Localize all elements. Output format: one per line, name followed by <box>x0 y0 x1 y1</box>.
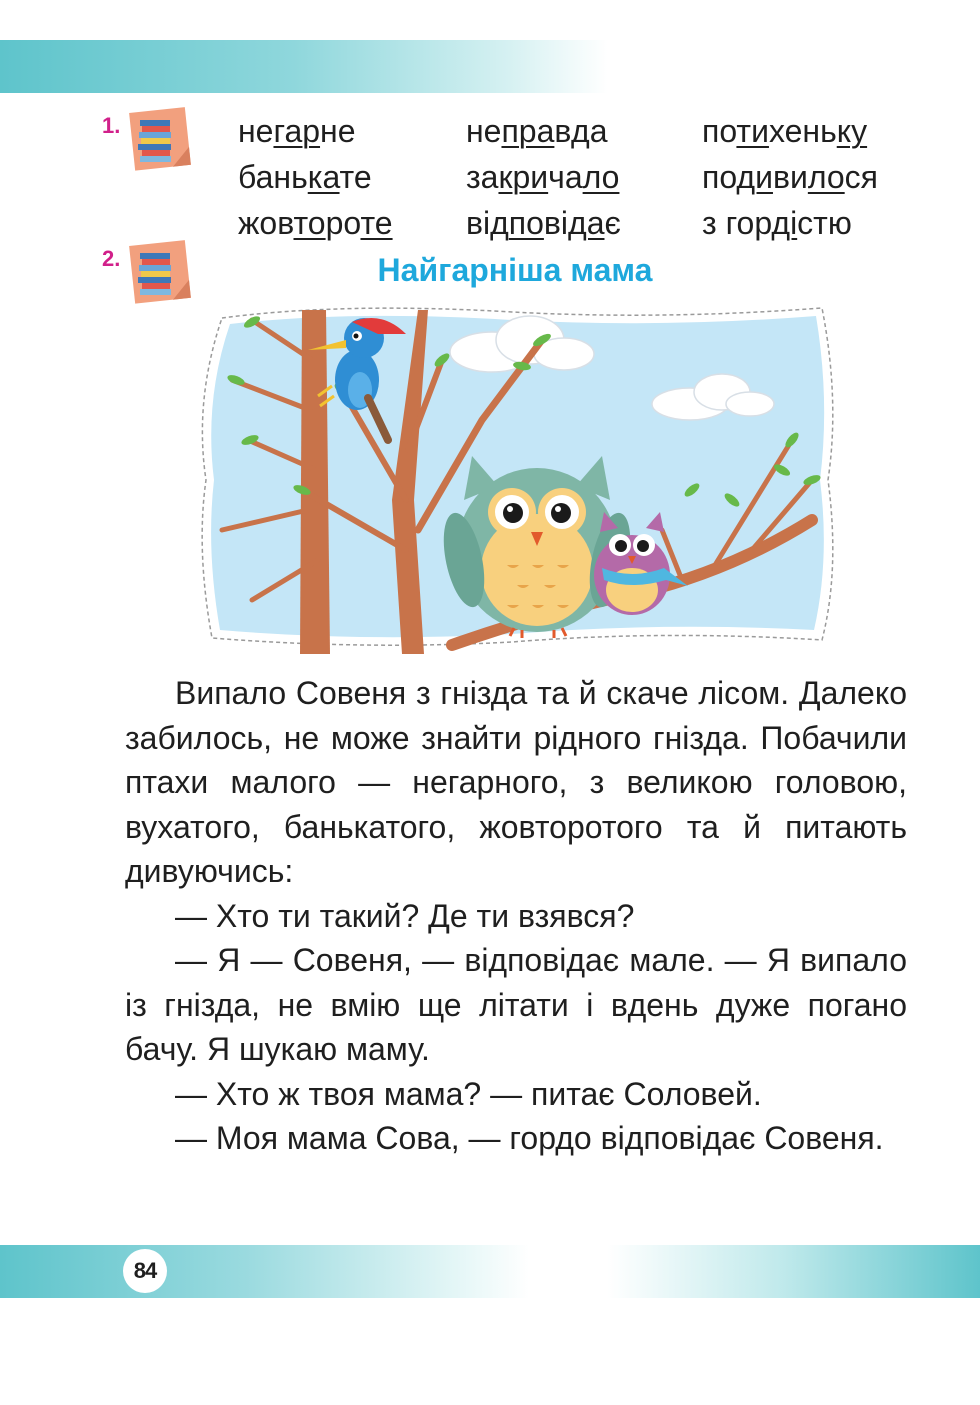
syllable: не <box>466 113 502 149</box>
syllable: не <box>238 113 274 149</box>
story-title: Найгарніша мама <box>377 252 653 288</box>
story-text <box>125 671 907 1161</box>
syllable: від <box>466 205 509 241</box>
exercise-word <box>702 154 878 200</box>
syllable: ро <box>325 205 361 241</box>
exercise-word <box>702 108 867 154</box>
syllable: по <box>702 159 737 195</box>
underlined-syllable: ді <box>771 205 798 241</box>
task-number-1: 1. <box>102 113 121 138</box>
underlined-syllable: пра <box>501 113 555 149</box>
syllable: вда <box>554 113 608 149</box>
underlined-syllable: гар <box>273 113 321 149</box>
syllable: стю <box>797 205 852 241</box>
syllable: бань <box>238 159 308 195</box>
story-paragraph: Випало Совеня з гнізда та й скаче лісом. Далеко забилось, не може знайти рідного гнізда. Побачили птахи малого — негарного, з великою головою, вухатого, банькатого, жовторотого та й питають дивуючись: <box>125 675 907 889</box>
story-paragraph: — Моя мама Сова, — гордо відповідає Совеня. <box>175 1120 884 1156</box>
top-header-band <box>0 40 980 93</box>
story-paragraph: — Хто ти такий? Де ти взявся? <box>175 897 635 934</box>
underlined-syllable: по <box>508 205 544 241</box>
owls-on-branch-illustration <box>192 300 836 655</box>
syllable: є <box>604 205 621 241</box>
syllable: ві <box>543 205 569 241</box>
syllable: не <box>320 113 356 149</box>
page-number: 84 <box>123 1249 167 1293</box>
underlined-syllable: ти <box>736 113 769 149</box>
syllable: ся <box>844 159 878 195</box>
underlined-syllable: ка <box>307 159 340 195</box>
syllable: жов <box>238 205 294 241</box>
exercise-word <box>466 200 621 246</box>
syllable: по <box>702 113 737 149</box>
underlined-syllable: то <box>293 205 326 241</box>
story-paragraph: — Хто ж твоя мама? — питає Соловей. <box>175 1075 762 1112</box>
syllable: ви <box>772 159 808 195</box>
underlined-syllable: ди <box>736 159 773 195</box>
underlined-syllable: ку <box>836 113 868 149</box>
exercise-word <box>466 154 619 200</box>
underlined-syllable: да <box>568 205 605 241</box>
underlined-syllable: ло <box>807 159 845 195</box>
underlined-syllable: кри <box>498 159 549 195</box>
story-paragraph: — Я — Совеня, — відповідає мале. — Я випало із гнізда, не вмію ще літати і вдень дуже погано бачу. Я шукаю маму. <box>125 942 907 1067</box>
books-sticky-note-icon <box>126 104 192 174</box>
syllable: з гор <box>702 205 772 241</box>
underlined-syllable: ло <box>582 159 620 195</box>
task-number-2: 2. <box>102 246 121 271</box>
exercise-word <box>238 108 356 154</box>
underlined-syllable: те <box>360 205 393 241</box>
syllable: ча <box>548 159 583 195</box>
exercise-word <box>702 200 852 246</box>
syllable: те <box>339 159 372 195</box>
syllable: хень <box>768 113 837 149</box>
exercise-word <box>238 200 393 246</box>
syllable: за <box>466 159 499 195</box>
exercise-word <box>466 108 608 154</box>
exercise-word <box>238 154 372 200</box>
